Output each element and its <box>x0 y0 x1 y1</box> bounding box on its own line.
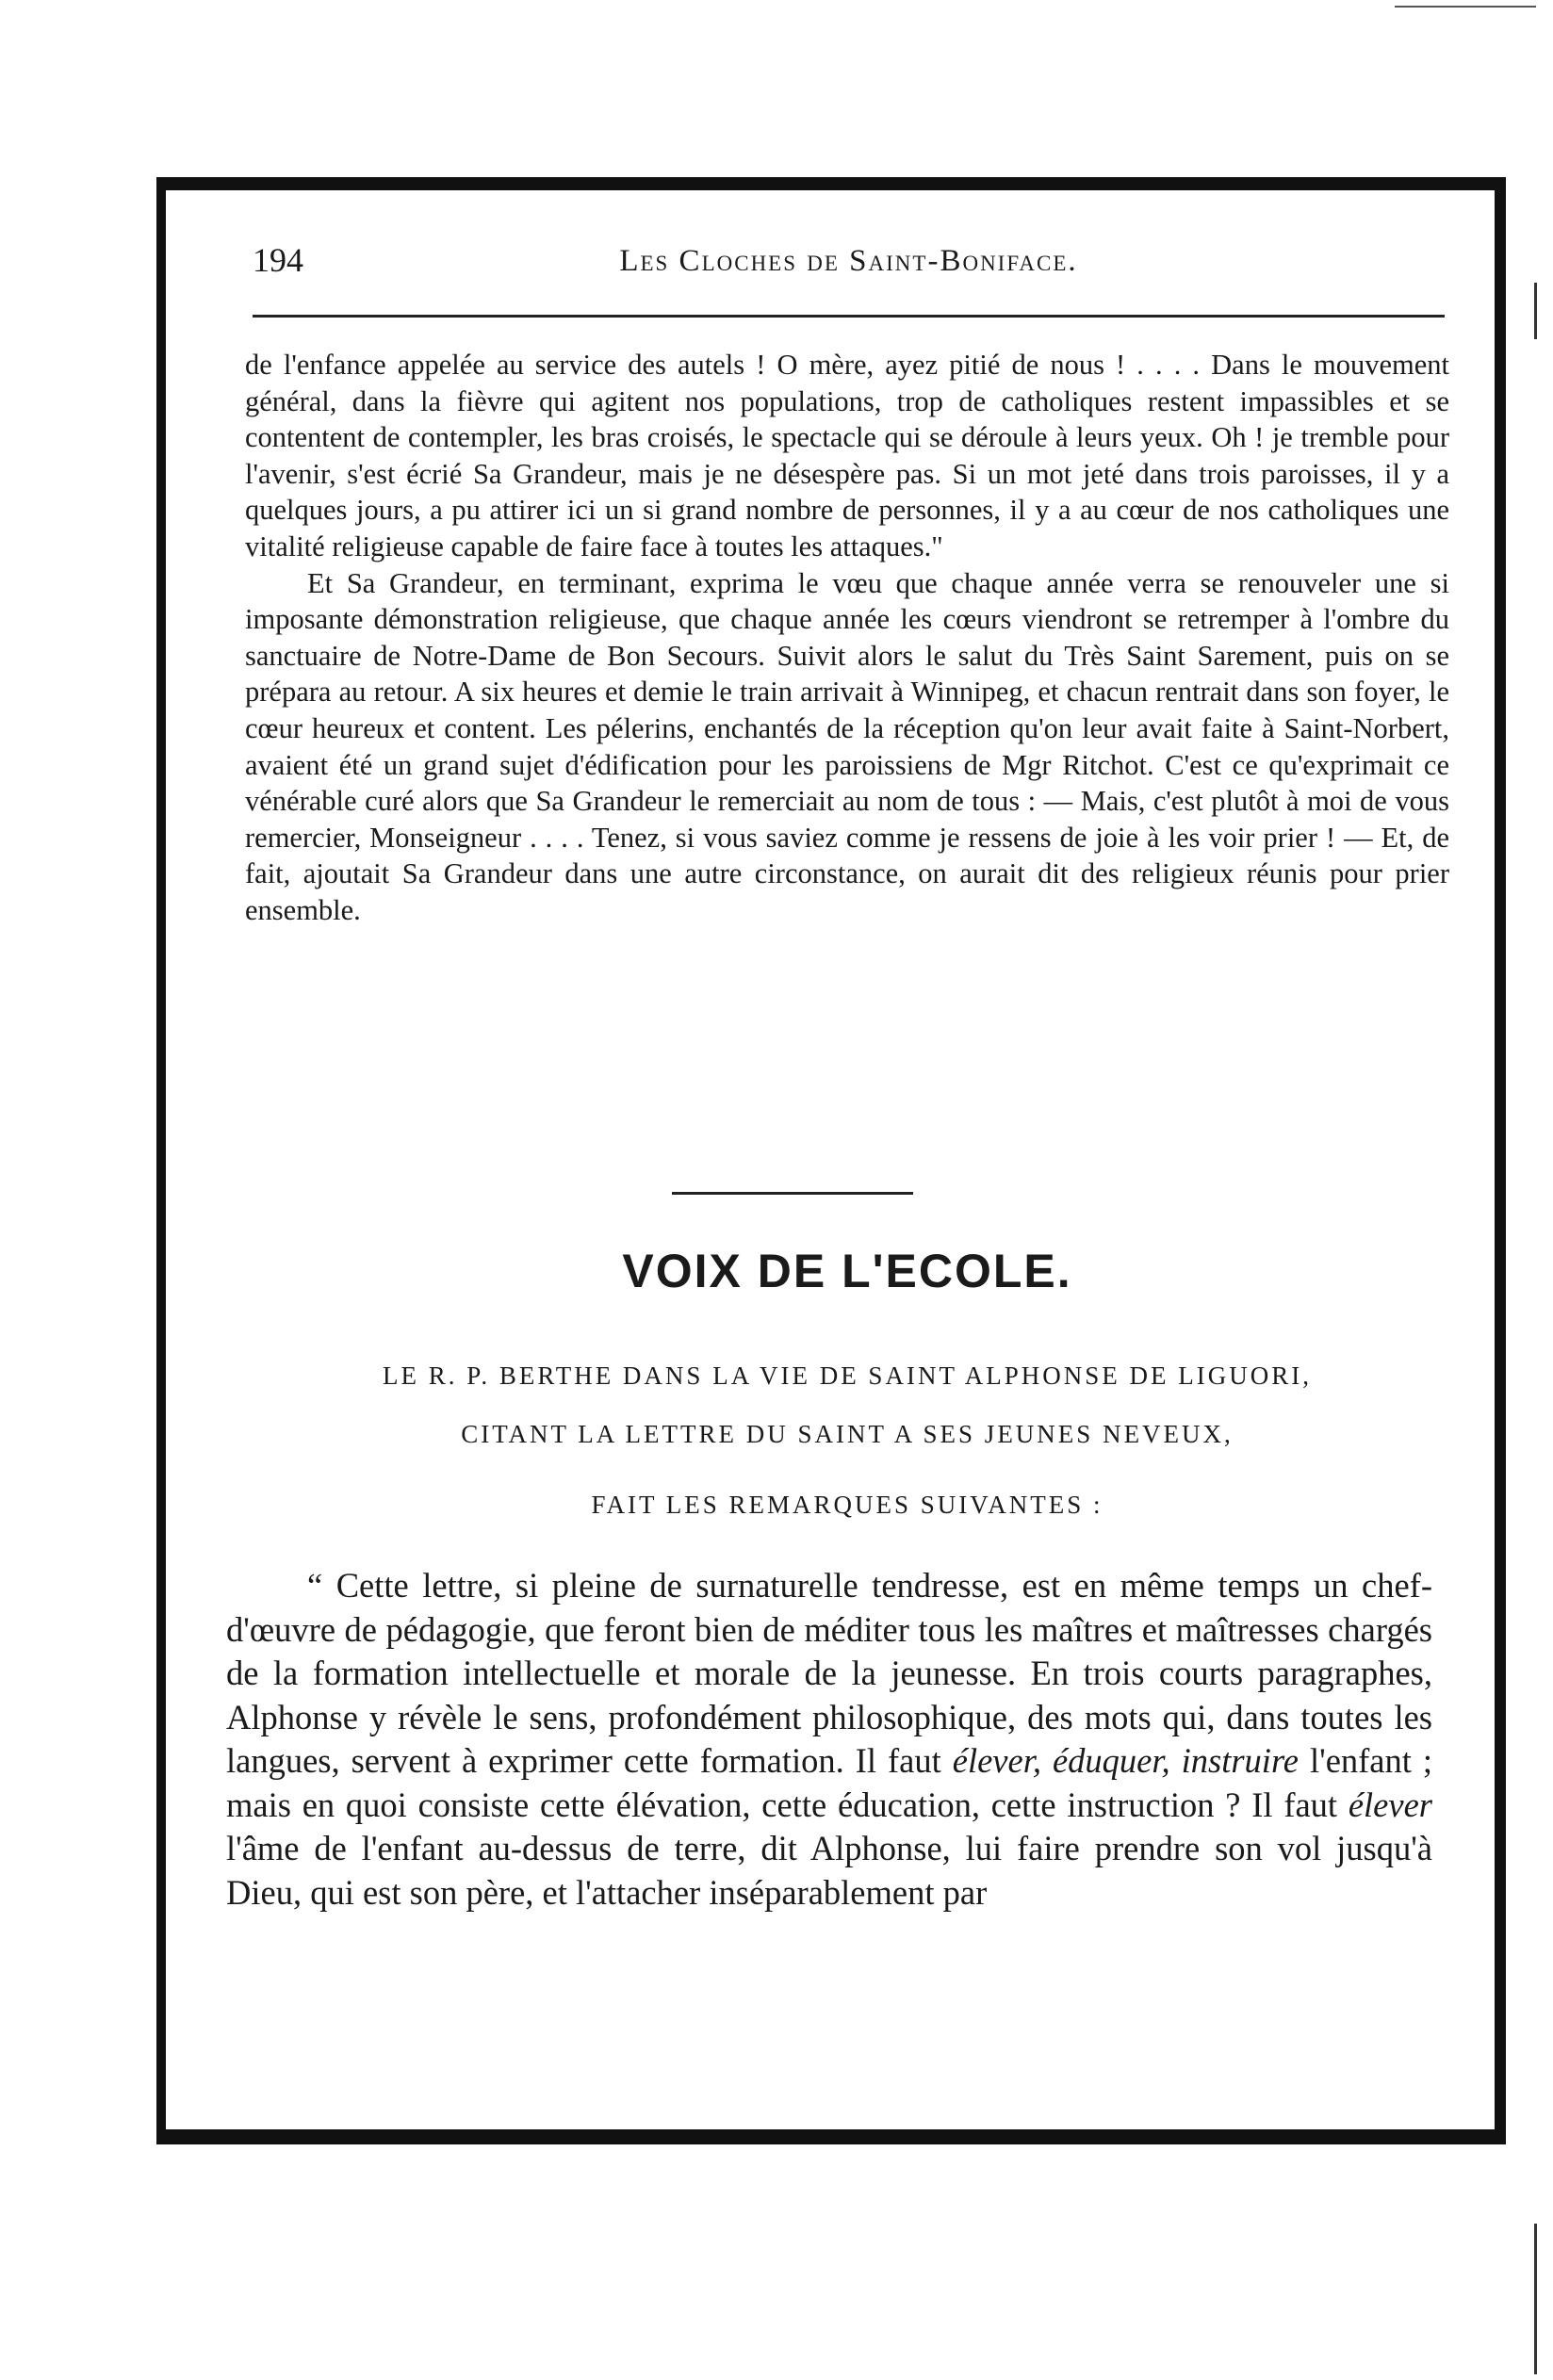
section-divider <box>672 1192 913 1195</box>
page-header <box>253 240 1445 297</box>
paragraph: de l'enfance appelée au service des autels ! O mère, ayez pitié de nous ! . . . . Dans le mouvement général, dans la fièvre qui agitent nos populations, trop de catholiques restent impassibles et se contentent de contempler, les bras croisés, le spectacle qui se déroule à leurs yeux. Oh ! je tremble pour l'avenir, s'est écrié Sa Grandeur, mais je ne désespère pas. Si un mot jeté dans trois paroisses, il y a quelques jours, a pu attirer ici un si grand nombre de personnes, il y a au cœur de nos catholiques une vitalité religieuse capable de faire face à toutes les attaques." <box>245 349 1449 562</box>
paragraph: Et Sa Grandeur, en terminant, exprima le vœu que chaque année verra se renouveler une si imposante démonstration religieuse, que chaque année les cœurs viendront se retremper à l'ombre du sanctuaire de Notre-Dame de Bon Secours. Suivit alors le salut du Très Saint Sarement, puis on se prépara au retour. A six heures et demie le train arrivait à Winnipeg, et chacun rentrait dans son foyer, le cœur heureux et content. Les pélerins, enchantés de la réception qu'on leur avait faite à Saint-Norbert, avaient été un grand sujet d'édification pour les paroissiens de Mgr Ritchot. C'est ce qu'exprimait ce vénérable curé alors que Sa Grandeur le remerciait au nom de tous : — Mais, c'est plutôt à moi de vous remercier, Monseigneur . . . . Tenez, si vous saviez comme je ressens de joie à les voir prier ! — Et, de fait, ajoutait Sa Grandeur dans une autre circonstance, on aurait dit des religieux réunis pour prier ensemble. <box>245 566 1449 926</box>
quoted-passage <box>226 1564 1432 1915</box>
header-rule <box>253 315 1445 318</box>
quote-text: l'enfant ; mais en quoi consiste cette élévation, cette éducation, cette instruction ? Il faut <box>226 1741 1433 1824</box>
running-head: Les Cloches de Saint-Boniface. <box>619 244 1078 278</box>
article-body <box>245 347 1449 929</box>
scan-edge-mark <box>1534 283 1537 339</box>
page-number: 194 <box>253 241 303 279</box>
quote-text: l'âme de l'enfant au-dessus de terre, dit Alphonse, lui faire prendre son vol jusqu'à Dieu, qui est son père, et l'attacher inséparablement par <box>226 1829 1432 1912</box>
quote-text: “ Cette lettre, si pleine de surnaturelle tendresse, est en même temps un chef-d'œuvre de pédagogie, que feront bien de méditer tous les maîtres et maîtresses chargés de la formation intellectuelle et morale de la jeunesse. En trois courts paragraphes, Alphonse y révèle le sens, profondément philosophique, des mots qui, dans toutes les langues, servent à exprimer cette formation. Il faut <box>226 1566 1432 1780</box>
scan-edge-mark <box>1395 6 1536 8</box>
section-subhead: FAIT LES REMARQUES SUIVANTES : <box>591 1491 1103 1519</box>
scan-edge-mark <box>1534 2224 1537 2374</box>
section-subhead: CITANT LA LETTRE DU SAINT A SES JEUNES NEVEUX, <box>461 1420 1234 1448</box>
quote-italic-text: élever, éduquer, instruire <box>952 1741 1299 1780</box>
section-subhead: LE R. P. BERTHE DANS LA VIE DE SAINT ALPHONSE DE LIGUORI, <box>383 1361 1312 1390</box>
section-title: VOIX DE L'ECOLE. <box>622 1245 1072 1297</box>
quote-italic-text: élever <box>1348 1785 1432 1824</box>
